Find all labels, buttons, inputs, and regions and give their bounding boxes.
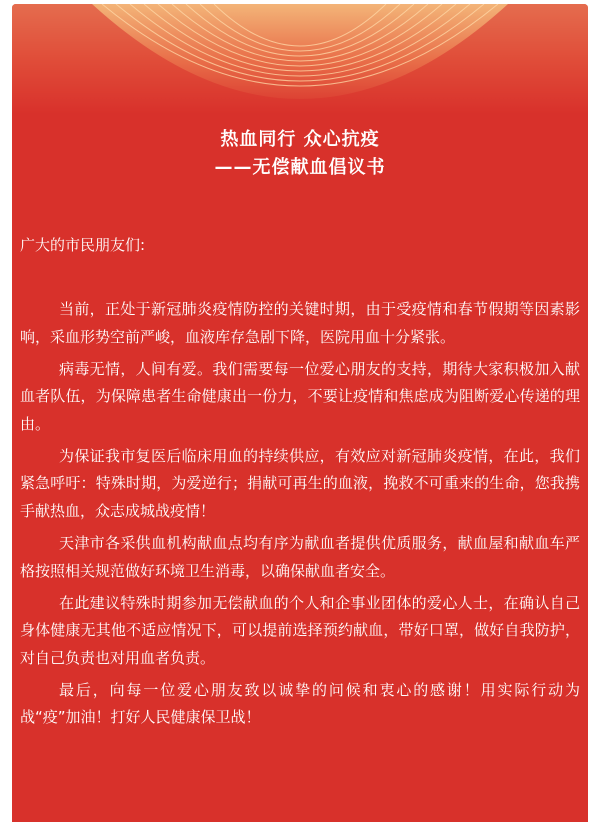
proposal-poster <box>12 4 588 822</box>
greeting-text: 广大的市民朋友们: <box>20 236 146 254</box>
paragraph: 最后，向每一位爱心朋友致以诚挚的问候和衷心的感谢！用实际行动为战“疫”加油！打好人民健康保卫战！ <box>20 680 580 727</box>
paragraph: 当前，正处于新冠肺炎疫情防控的关键时期，由于受疫情和春节假期等因素影响，采血形势空前严峻，血液库存急剧下降，医院用血十分紧张。 <box>20 300 580 346</box>
proposal-body <box>20 296 580 736</box>
paragraph: 在此建议特殊时期参加无偿献血的个人和企事业团体的爱心人士，在确认自己身体健康无其他不适应情况下，可以提前选择预约献血，带好口罩，做好自我防护，对自己负责也对用血者负责。 <box>20 593 580 667</box>
paragraph: 天津市各采供血机构献血点均有序为献血者提供优质服务，献血屋和献血车严格按照相关规范做好环境卫生消毒，以确保献血者安全。 <box>20 533 580 580</box>
paragraph: 为保证我市复医后临床用血的持续供应，有效应对新冠肺炎疫情，在此，我们紧急呼吁：特殊时期，为爱逆行；捐献可再生的血液，挽救不可重来的生命，您我携手献热血，众志成城战疫情！ <box>20 446 580 520</box>
title-subtitle: ——无偿献血倡议书 <box>214 157 386 178</box>
decorative-arc-header <box>12 4 588 114</box>
paragraph: 病毒无情，人间有爱。我们需要每一位爱心朋友的支持，期待大家积极加入献血者队伍，为保障患者生命健康出一份力，不要让疫情和焦虑成为阻断爱心传递的理由。 <box>20 359 580 433</box>
proposal-title <box>12 126 588 182</box>
title-main: 热血同行 众心抗疫 <box>220 129 380 150</box>
